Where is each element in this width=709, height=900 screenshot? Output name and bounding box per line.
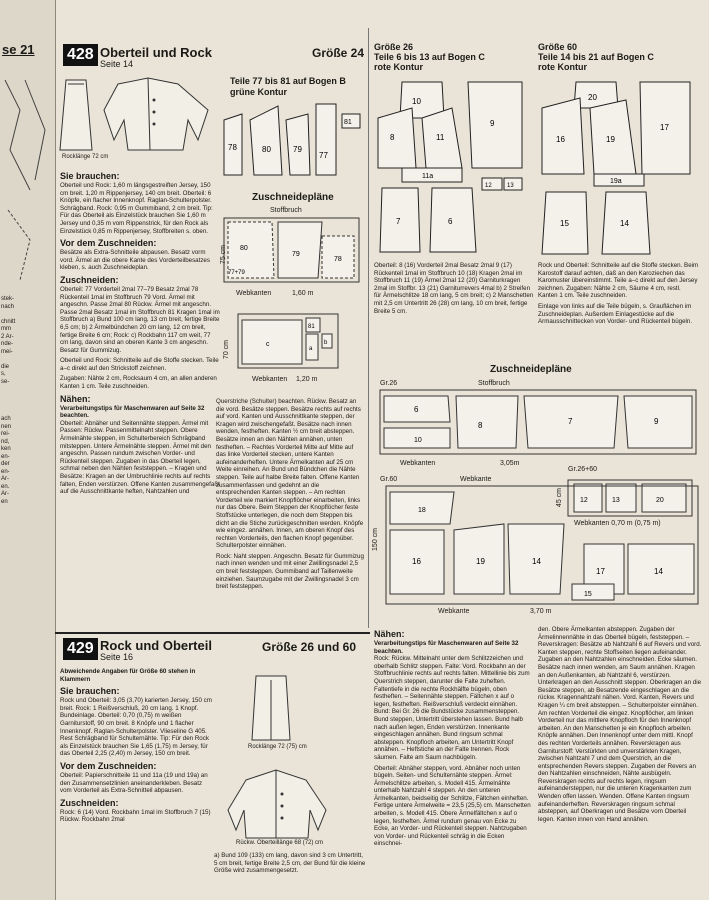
- selvedge-label-2: Webkanten: [252, 376, 288, 383]
- cutting-plan-428b: [236, 312, 346, 372]
- back-length-429: Rückw. Oberteillänge 68 (72) cm: [236, 840, 324, 846]
- model428-right-column: [216, 398, 364, 591]
- svg-text:a: a: [309, 346, 313, 352]
- svg-text:20: 20: [656, 497, 664, 504]
- svg-text:17: 17: [596, 567, 605, 576]
- pattern-pieces-26: [372, 78, 532, 258]
- svg-text:78: 78: [228, 143, 237, 152]
- cutting-heading: Zuschneiden:: [60, 274, 119, 285]
- svg-text:9: 9: [654, 417, 659, 426]
- svg-text:14: 14: [620, 219, 629, 228]
- cutting-note: Oberteil und Rock: Schnitteile auf die Stoffe stecken. Teile a–c direkt auf den Strickstoff zeichnen.: [60, 357, 219, 372]
- size26-contour: rote Kontur: [374, 62, 423, 72]
- plan-label-60: Gr.60: [380, 476, 398, 483]
- svg-text:6: 6: [448, 217, 453, 226]
- length-160: 1,60 m: [292, 290, 314, 297]
- materials-heading: Sie brauchen:: [60, 171, 120, 181]
- svg-text:17: 17: [660, 123, 669, 132]
- svg-text:15: 15: [560, 219, 569, 228]
- prep-text-429: Oberteil: Papierschnitteile 11 und 11a (19 und 19a) an den Zusammensetzlinien aneinanderkleben. Besatz vom Vorderteil als Extra-Schnitteil abpausen.: [60, 771, 208, 795]
- right-sewing-col2: den. Obere Ärmelkanten absteppen. Zugaben der Ärmelinnennähte in das Oberteil bügeln, feststeppen. – Reverskragen: Besätze ab Nahtzahl 6 auf Revers und vord. Kanten steppen, rechte Stoffseiten liegen aufeinander. Zugaben an den Nahtzahlen einschneiden. Ecke säumen. Besätze nach innen wenden, am Saum annähen. Kragen an den Außenkanten, ab Nahtzahl 6, verstürzen. Unterkragen an den Ausschnitt steppen. Oberkragen an die Besätze steppen, ab Besatzende eingeschlagen an die rückw. Kragennahtzahl nähen. Vord. Kanten, Revers und Kragen ¼ cm breit absteppen. – Schulterpolster einnähen. Am rechten Vorderteil die eingez. Knopflöcher, am linken Vorderteil nur das mittlere Knopfloch für den Innenknopf arbeiten. An den Manschetten je ein Knopfloch arbeiten. Knöpfe annähen. Den Innenknopf unter dem mittl. Knopf des rechten Vorderteils annähen. Reverskragen aus Garniturstoff: Verstürkten und unverstärkten Kragen, zwischen Nahtzahl 7 und dem Querstrich, an die entsprechenden Revers steppen. Zugaben der Revers an den Nahtzahlen einschneiden, Nähte ausbügeln. Reverskragen rechts auf rechts legen, ringsum aufeinandersteppen, nur die unteren Kragenkanten zum Wenden offen lassen. Wenden. Offene Kanten ringsum aufeinanderheften. Reverskragen ringsum schmal absteppen, auf Oberkragen und Besätze vom Oberteil legen. Kanten innen von Hand annähen.: [538, 626, 702, 823]
- sewing-tip: Verarbeitungstips für Maschenwaren auf Seite 32 beachten.: [60, 404, 205, 420]
- spine-sketches: [0, 70, 54, 290]
- right-cutting-note: [538, 262, 702, 326]
- length-120: 1,20 m: [296, 376, 318, 383]
- interfacing-text: Einlage von links auf die Teile bügeln, s. Grauflächen im Zuschneideplan. Außerdem Einlagestücke auf die Armausschnittecken von Vorder- und Rückenteil bügeln.: [538, 302, 693, 326]
- svg-text:80: 80: [240, 245, 248, 252]
- fold-label-26: Stoffbruch: [478, 380, 510, 387]
- skirt-sewing-text: Rock: Naht steppen. Angeschn. Besatz für Gummizug nach innen wenden und mit einer Zwillingsnadel 2,5 cm breit feststeppen. Gummiband auf Taillenweite einziehen. Saumzugabe mit der Zwillingsnadel 3 cm breit feststeppen.: [216, 552, 364, 591]
- svg-text:15: 15: [584, 591, 592, 598]
- svg-text:79: 79: [292, 251, 300, 258]
- svg-text:81: 81: [344, 119, 352, 126]
- right-cutting-text: Oberteil: 8 (16) Vorderteil 2mal Besatz 2mal 9 (17) Rückenteil 1mal im Stoffbruch 10 (18) Kragen 2mal im Stoffbruch 11 (19) Ärmel 2mal 12 (20) Garniturkragen 2mal im Stoffbr. 13 (21) Garniturrevers 4mal b) 2 Streifen für Ärmelschlitze 18 cm lang, 5 cm breit; c) 2 Manschetten mit 2,5 cm Untertritt 26 (28) cm lang, 10 cm breit, fertige Breite 5 cm.: [374, 262, 534, 315]
- cutting-plans-title: Zuschneidepläne: [252, 192, 334, 203]
- pattern-pieces-60: [536, 78, 696, 258]
- svg-text:11a: 11a: [422, 173, 434, 180]
- model-page-429: Seite 16: [100, 652, 134, 662]
- selvedge-60-bottom: Webkante: [438, 608, 470, 615]
- model428-left-column: [60, 168, 220, 496]
- size26-title: Größe 26: [374, 42, 414, 52]
- size60-contour: rote Kontur: [538, 62, 587, 72]
- materials-heading-429: Sie brauchen:: [60, 686, 120, 697]
- pattern-parts: Teile 77 bis 81 auf Bogen B: [230, 76, 346, 86]
- rock-length: Rocklänge 72 cm: [62, 154, 109, 160]
- length-370: 3,70 m: [530, 608, 552, 615]
- fashion-sketch-428: [58, 70, 228, 154]
- svg-text:77: 77: [319, 151, 328, 160]
- previous-page-strip: [0, 0, 56, 900]
- svg-text:79: 79: [293, 145, 302, 154]
- svg-text:8: 8: [478, 421, 483, 430]
- svg-text:11: 11: [436, 133, 445, 142]
- plan-label-2660: Gr.26+60: [568, 466, 597, 473]
- sewing-heading: Nähen:: [60, 393, 91, 404]
- svg-text:13: 13: [507, 183, 514, 189]
- selvedge-label-1: Webkanten: [236, 290, 272, 297]
- model-size-429: Größe 26 und 60: [262, 640, 357, 654]
- svg-text:19a: 19a: [610, 178, 622, 185]
- height-70: 70 cm: [223, 340, 230, 360]
- allowances-text: Zugaben: Nähte 2 cm, Rocksaum 4 cm, an allen anderen Kanten 1 cm. Teile zuschneiden.: [60, 375, 217, 391]
- svg-text:13: 13: [612, 497, 620, 504]
- column-rule: [368, 28, 369, 628]
- model-number-badge-429: 429: [63, 638, 98, 660]
- svg-text:16: 16: [556, 135, 565, 144]
- size26-parts: Teile 6 bis 13 auf Bogen C: [374, 52, 485, 62]
- cutting-plans-title-429: Zuschneidepläne: [490, 364, 572, 375]
- height-75: 75 cm: [220, 245, 227, 265]
- rock-length-429: Rocklänge 72 (75) cm: [248, 744, 307, 750]
- selvedge-60-top: Webkante: [460, 476, 492, 483]
- materials-text: Oberteil und Rock: 1,60 m längsgestreiften Jersey, 150 cm breit. 1,20 m Rippenjersey, 140 cm breit. Oberteil: 6 Knöpfe, ein flacher Innenknopf. Raglan-Schulterpolster. Schrägband. Rock: 0,95 m Gummiband, 2 cm breit. Tip: Für das Oberteil als Einzelstück brauchen Sie 1,60 m Jersey und 0,35 m vom Rippenstrick, für den Rock als Einzelstück 0,85 m Rippenjersey, Stoffbreiten s. oben.: [60, 182, 213, 235]
- deviation-note: Abweichende Angaben für Größe 60 stehen in Klammern: [60, 668, 196, 683]
- size60-title: Größe 60: [538, 42, 578, 52]
- model-page: Seite 14: [100, 59, 134, 69]
- skirt-sewing-429: Rock: Rückw. Mittelnaht unter dem Schlitzzeichen und oberhalb Schlitz steppen. Falte: Vord. Rockbahn an der Stoffbruchlinie rechts auf rechts falten. Mittellinie bis zum Querstrich steppen, darunter die Falte zuheften. Faltentiefe in die rechte Rockhälfte bügeln, oben festheften. – Seitennähte steppen. Fältchen x auf o legen, festheften. Reißverschluß verdeckt einnähen. Bund: Bei Gr. 26 die Bundstücke zusammensteppen. Bund steppen, Untertritt überstehen lassen. Bund halb nach außen legen, Enden verstürzen. Innenkante eingeschlagen annähen. Bund ringsum schmal absteppen. Knopfloch arbeiten, am Untertritt Knopf annähen. – Heftstiche an der Falte trennen. Rock säumen. Falte am Saum nachbügeln.: [374, 655, 530, 761]
- svg-text:18: 18: [418, 507, 426, 514]
- spine-text: stek- nach chnitt mm 2 Ar- nde- mei- die s, se- ach nen rei- nd, ken en- der en- Ar- en. Ar- en: [1, 296, 16, 505]
- svg-text:14: 14: [532, 557, 541, 566]
- model-title-429: Rock und Oberteil: [100, 638, 212, 653]
- sewing-tip-429: Verarbeitungstips für Maschenwaren auf Seite 32 beachten.: [374, 640, 519, 655]
- size60-parts: Teile 14 bis 21 auf Bogen C: [538, 52, 654, 62]
- prep-heading-429: Vor dem Zuschneiden:: [60, 760, 157, 771]
- prep-text: Besätze als Extra-Schnitteile abpausen. Besatz vorm vord. Ärmel an die obere Kante des Vorderteilbesatzes kleben, s. auch Zuschneideplan.: [60, 249, 210, 272]
- height-45: 45 cm: [556, 488, 563, 508]
- svg-text:14: 14: [654, 567, 663, 576]
- cutting-text-429: Rock: 6 (14) Vord. Rockbahn 1mal im Stoffbruch 7 (15) Rückw. Rockbahn 2mal: [60, 808, 211, 824]
- cutting-plan-428a: [222, 216, 362, 286]
- model429-left-column: [60, 668, 212, 824]
- svg-text:77+79: 77+79: [228, 270, 245, 276]
- svg-text:16: 16: [412, 557, 421, 566]
- svg-text:7: 7: [396, 217, 401, 226]
- section-divider: [55, 632, 370, 634]
- cutting-text: Oberteil: 77 Vorderteil 2mal 77–79 Besatz 2mal 78 Rückenteil 1mal im Stoffbruch 79 Vord. Ärmel mit angeschn. Passe 2mal 80 Rückw. Ärmel mit angeschn. Passe 2mal Besatz 1mal im Stoffbruch 81 Kragen 1mal im Stoffbruch a) Bund 100 cm lang, 13 cm breit, fertige Breite 6,5 cm; b) 2 Ärmelbündchen 20 cm lang, 12 cm breit, fertige Breite 6 cm; Rock: c) Rockbahn 117 cm weit, 77 cm lang, davon sind an oberen Kante 3 cm angeschn. Besatz für Gummizug.: [60, 285, 220, 354]
- svg-text:19: 19: [606, 135, 615, 144]
- prep-heading: Vor dem Zuschneiden:: [60, 238, 157, 249]
- band-cutting: a) Bund 109 (133) cm lang, davon sind 3 cm Untertritt, 5 cm breit, fertige Breite 2,5 cm, der Bund für die kleine Größe wird zusammengesetzt.: [214, 852, 366, 875]
- svg-text:81: 81: [308, 324, 315, 330]
- plan-label-26: Gr.26: [380, 380, 398, 387]
- svg-text:10: 10: [412, 97, 421, 106]
- svg-text:c: c: [266, 341, 270, 348]
- svg-text:9: 9: [490, 119, 495, 128]
- svg-text:6: 6: [414, 405, 419, 414]
- svg-text:80: 80: [262, 145, 271, 154]
- sewing-text: Oberteil: Abnäher und Seitennähte steppen. Ärmel mit Passen: Rückw. Passenmittelnaht steppen. Obere Ärmelnähte steppen, im Schulterbereich Schrägband mitsteppen. Untere Ärmelnähte steppen. Ärmel mit den angeschn. Passen rundum zwischen Vorder- und Rückenteil steppen. Zugaben in das Oberteil legen, schmal neben den Nähten feststeppen. – Kragen und Besätze: Kragen an der Umbruchlinie rechts auf rechts falten, Enden verstürzen. Offene Kanten zusammengefaßt auf die Ausschnittkante heften, Nahtzahlen und: [60, 419, 220, 496]
- length-305: 3,05m: [500, 460, 520, 467]
- spine-header: se 21: [2, 42, 35, 57]
- pattern-contour: grüne Kontur: [230, 87, 287, 97]
- fashion-sketch-429: [226, 670, 366, 840]
- svg-text:78: 78: [334, 256, 342, 263]
- svg-text:b: b: [324, 340, 328, 346]
- svg-text:10: 10: [414, 437, 422, 444]
- top-sewing-429: Oberteil: Abnäher steppen, vord. Abnäher noch unten bügeln. Seiten- und Schulternähte steppen. Ärmel: Ärmelschlitze arbeiten, s. Modell 415. Ärmelnähte unterhalb Nahtzahl 4 steppen. An den unteren Ärmelkanten, beidseitig der Schlitze, Fältchen einheften. Fertige untere Ärmelweite = 23,5 (25,5) cm. Manschetten arbeiten, s. Modell 415. Obere Ärmelfältchen x auf o legen, festheften. Ärmel rundum genau von Ecke zu Ecke, an Vorder- und Rückenteil steppen. Nahtzugaben von Vorder- und Rückenteil schräg in die Ecken einschnei-: [374, 764, 531, 848]
- pattern-pieces-428: [220, 100, 368, 190]
- fold-label-1: Stoffbruch: [270, 207, 302, 214]
- selvedge-26: Webkanten: [400, 460, 436, 467]
- svg-text:7: 7: [568, 417, 573, 426]
- svg-text:20: 20: [588, 93, 597, 102]
- svg-text:19: 19: [476, 557, 485, 566]
- right-sewing-col1: [374, 626, 532, 848]
- svg-text:12: 12: [485, 183, 492, 189]
- cutting-note-429: Rock und Oberteil: Schnitteile auf die Stoffe stecken. Beim Karostoff darauf achten, daß an den Karoziechen das Karomuster übereinstimmt. Teile a–c direkt auf den Jersey zeichnen. Zugaben: Nähte 2 cm, Säume 4 cm, restl. Kanten 1 cm. Teile zuschneiden.: [538, 262, 699, 300]
- cutting-plan-60: [384, 484, 702, 608]
- model-size: Größe 24: [312, 46, 365, 60]
- selvedge-garnitur: Webkanten 0,70 m (0,75 m): [574, 520, 661, 527]
- materials-text-429: Rock und Oberteil: 3,05 (3,70) karierten Jersey, 150 cm breit. Rock: 1 Reißverschluß, 20 cm lang. 1 Knopf. Bundeinlage. Oberteil: 0,70 (0,75) m weißen Garniturstoff, 90 cm breit. 8 Knöpfe und 1 flacher Innenknopf. Raglan-Schulterpolster. Vlieseline G 405. Rest Schrägband für Schulternähte. Tip: Für den Rock als Einzelstück brauchen Sie 1,65 (1,75) m Jersey, für das Oberteil 2,25 (2,40) m Jersey, 150 cm breit.: [60, 697, 212, 758]
- cutting-heading-429: Zuschneiden:: [60, 797, 119, 808]
- model-number-badge: 428: [63, 44, 98, 66]
- svg-text:12: 12: [580, 497, 588, 504]
- cutting-plan-26: [378, 388, 700, 458]
- model-title: Oberteil und Rock: [100, 45, 212, 60]
- height-150: 150 cm: [372, 528, 379, 551]
- sewing-text-continued: Querstriche (Schulter) beachten. Rückw. Besatz an die vord. Besätze steppen. Besätze rechts auf rechts auf vord. Kanten und Ausschnittkante steppen, der Kragen wird zwischengefaßt. Besätze nach innen wenden, festheften. Kanten ½ cm breit absteppen. Besätze innen an den Nähten annähen, unten festheften. – Rechtes Vorderteil Mitte auf Mitte auf das linke Vorderteil stecken, untere Kanten aufeinanderheften. Untere Ärmelkanten auf 25 cm Weite einreihen. An Bund und Bündchen die Nähte steppen. Teile auf halbe Breite falten. Offene Kanten zusammenfassen und gedehnt an die entsprechenden Kanten steppen. – Am rechten Vorderteil wie markiert Knopflöcher einarbeiten, links nur das Obere. Beim Steppen der Knopflöcher feste Stoffstücke unterlegen, die noch dem Steppen bis dicht an die Stiche zurückgeschnitten werden. Knöpfe wie eingez. annähen. Innen, am oberen Knopf des rechten Vorderteils, den flachen Knopf gegenüber. Schulterpolster einnähen.: [216, 398, 364, 550]
- svg-text:8: 8: [390, 133, 395, 142]
- sewing-heading-429: Nähen:: [374, 629, 405, 639]
